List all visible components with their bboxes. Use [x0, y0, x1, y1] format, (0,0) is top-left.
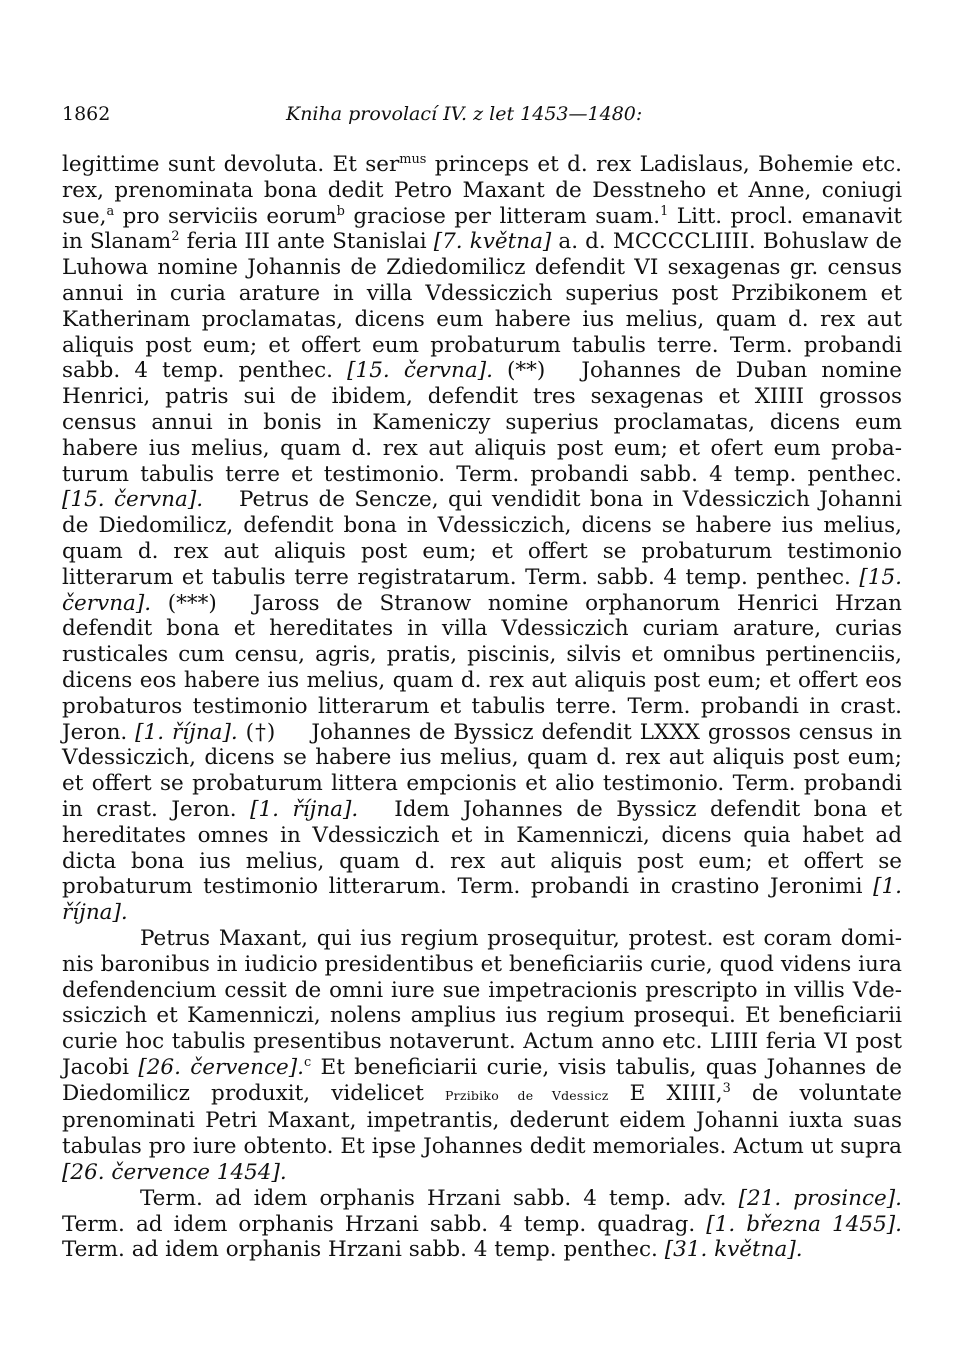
text-run: Johannes de Byssicz defendit LXXX grossos census in Vdessiczich, dicens se habere ius melius, quam d. rex aut aliquis post eum; et offert se probaturum littera empcionis et alio testimonio. Term. probandi in crast. Jeron. — [62, 719, 902, 822]
text-run: Petrus de Sencze, qui vendidit bona in Vdessiczich Johanni de Diedomilicz, defendit bona in Vdessiczich, dicens se habere ius melius, quam d. rex aut aliquis post eum; et offert se probaturum testimonio litterarum et tabulis terre registratarum. Term. sabb. 4 temp. penthec. — [62, 487, 902, 590]
date-note: [31. května]. — [664, 1237, 803, 1263]
text-run: de voluntate prenominati Petri Maxant, impetrantis, dederunt eidem Johanni iuxta suas tabulas pro iure obtento. Et ipse Johannes dedit memoriales. Actum ut supra — [62, 1080, 903, 1160]
text-run: Litt. procl. emanavit in Slanam — [62, 203, 902, 255]
text-run: graciose per litteram suam. — [344, 203, 661, 229]
entry-marker: (†) — [237, 719, 276, 745]
footnote-mark: c — [303, 1054, 312, 1070]
paragraph-2 — [62, 926, 902, 1186]
date-note: [7. května] — [433, 229, 552, 255]
text-run: legittime sunt devoluta. Et ser — [62, 152, 400, 177]
date-note: [26. července]. — [138, 1054, 304, 1080]
paragraph-3 — [62, 1186, 902, 1263]
running-title: Kniha provolací IV. z let 1453—1480: — [286, 103, 643, 125]
text-run: E XIIII, — [608, 1080, 723, 1106]
text-run: Term. ad idem orphanis Hrzani sabb. 4 temp. penthec. — [62, 1237, 665, 1263]
text-run: a. d. MCCCCLIIII. Bohuslaw de Luhowa nomine Johannis de Zdiedomilicz defendit VI sexagenas gr. census annui in curia arature in villa Vdessiczich superius post Przibikonem et Katherinam proclamatas, dicens eum habere ius melius, quam d. rex aut aliquis post eum; et offert eum probaturum tabulis terre. Term. probandi sabb. 4 temp. penthec. — [62, 229, 902, 384]
entry-marker: (***) — [151, 590, 217, 616]
text-run: Et beneficiarii curie, visis tabulis, quas Johannes de Diedomilicz produxit, videlicet — [62, 1054, 902, 1106]
paragraph-1 — [62, 152, 902, 926]
date-note: [1. října]. — [250, 796, 359, 822]
text-run: Term. ad idem orphanis Hrzani sabb. 4 temp. adv. — [140, 1185, 739, 1211]
superscript: mus — [399, 151, 427, 167]
date-note: [15. června]. — [347, 358, 493, 384]
date-note: [1. října]. — [135, 719, 238, 745]
text-run: Johannes de Duban nomine Henrici, patris sui de ibidem, defendit tres sexagenas et XIIII grossos census annui in bonis in Kameniczy superius proclamatas, dicens eum habere ius melius, quam d. rex aut aliquis post eum; et ofert eum probaturum tabulis terre et testimonio. Term. probandi sabb. 4 temp. penthec. — [62, 358, 902, 487]
footnote-mark: a — [106, 203, 115, 219]
footnote-mark: 1 — [660, 203, 669, 219]
date-note: [15. června]. — [62, 564, 902, 616]
entry-marker: (**) — [492, 358, 546, 384]
text-run: Idem Johannes de Byssicz defendit bona et hereditates omnes in Vdessiczich et in Kamenniczi, dicens quia habet ad dicta bona ius melius, quam d. rex aut aliquis post eum; et offert se probaturum testimonio litterarum. Term. probandi in crastino Jeronimi — [62, 796, 902, 900]
date-note: [26. července 1454]. — [62, 1160, 287, 1186]
text-run: pro serviciis eorum — [114, 203, 337, 229]
document-body — [62, 152, 902, 1263]
date-note: [15. června]. — [62, 487, 204, 513]
text-run: feria III ante Stanislai — [179, 229, 434, 255]
text-run: princeps et d. rex Ladislaus, Bohemie etc. rex, prenominata bona dedit Petro Maxant de Desstneho et Anne, coniugi sue, — [62, 152, 902, 229]
small-text: Przibiko de Vdessicz — [445, 1087, 609, 1103]
text-run: Jaross de Stranow nomine orphanorum Henrici Hrzan defendit bona et hereditates in villa Vdessiczich curiam arature, curias rusticales cum censu, agris, pratis, piscinis, silvis et omnibus pertinenciis, dicens eos habere ius melius, quam d. rex aut aliquis post eum; et offert eos probaturos testimonio litterarum et tabulis terre. Term. probandi in crast. Jeron. — [62, 590, 902, 745]
date-note: [1. října]. — [62, 874, 902, 926]
footnote-mark: b — [336, 203, 345, 219]
date-note: [21. prosince]. — [738, 1185, 902, 1211]
footnote-mark: 3 — [722, 1080, 731, 1096]
page-number: 1862 — [62, 103, 111, 125]
footnote-mark: 2 — [171, 229, 180, 245]
text-run: Petrus Maxant, qui ius regium prosequitur, protest. est coram dominis baronibus in iudicio presidentibus et beneficiariis curie, quod videns iura defendencium cessit de omni iure sue impetracionis prescripto in villis Vdessiczich et Kamenniczi, nolens amplius ius regium prosequi. Et beneficiarii curie hoc tabulis presentibus notaverunt. Actum anno etc. LIIII feria VI post Jacobi — [62, 925, 902, 1080]
date-note: [1. března 1455]. — [706, 1211, 902, 1237]
text-run: Term. ad idem orphanis Hrzani sabb. 4 temp. quadrag. — [62, 1211, 707, 1237]
